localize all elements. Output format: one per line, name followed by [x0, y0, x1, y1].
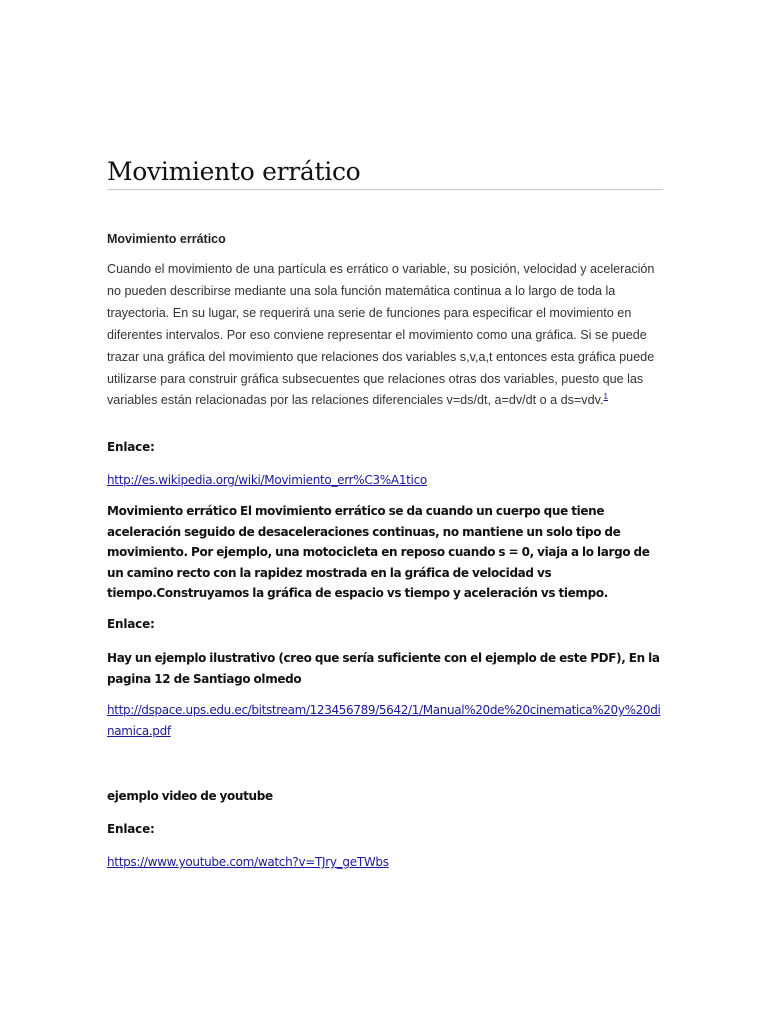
- intro-text: Cuando el movimiento de una partícula es errático o variable, su posición, velocidad y aceleración no pueden describirse mediante una sola función matemática continua a lo largo de toda la trayectoria. En su lugar, se requerirá una serie de funciones para especificar el movimiento en diferentes intervalos. Por eso conviene representar el movimiento como una gráfica. Si se puede trazar una gráfica del movimiento que relaciones dos variables s,v,a,t entonces esta gráfica puede utilizarse para construir gráfica subsecuentes que relaciones otras dos variables, puesto que las variables están relacionadas por las relaciones diferenciales v=ds/dt, a=dv/dt o a ds=vdv.: [107, 262, 655, 408]
- link-row: [107, 852, 663, 873]
- enlace-label: Enlace:: [107, 822, 155, 836]
- page-title: Movimiento errático: [107, 155, 663, 190]
- intro-paragraph: [107, 259, 663, 412]
- footnote-link[interactable]: 1: [603, 392, 608, 402]
- body-paragraph: Movimiento errático El movimiento errático se da cuando un cuerpo que tiene aceleración seguido de desaceleraciones continuas, no mantiene un solo tipo de movimiento. Por ejemplo, una motocicleta en reposo cuando s = 0, viaja a lo largo de un camino recto con la rapidez mostrada en la gráfica de velocidad vs tiempo.Construyamos la gráfica de espacio vs tiempo y aceleración vs tiempo.: [107, 504, 650, 600]
- enlace-label: Enlace:: [107, 440, 155, 454]
- link-row: [107, 700, 663, 741]
- wikipedia-link[interactable]: http://es.wikipedia.org/wiki/Movimiento_err%C3%A1tico: [107, 473, 427, 487]
- link-row: [107, 470, 663, 491]
- video-label: ejemplo video de youtube: [107, 789, 273, 803]
- footnote-marker: [603, 392, 607, 401]
- youtube-link[interactable]: https://www.youtube.com/watch?v=TJry_geTWbs: [107, 855, 389, 869]
- section-heading: Movimiento errático: [107, 232, 226, 246]
- enlace-label: Enlace:: [107, 617, 155, 631]
- body-paragraph: Hay un ejemplo ilustrativo (creo que sería suficiente con el ejemplo de este PDF), En la pagina 12 de Santiago olmedo: [107, 651, 660, 686]
- pdf-link[interactable]: http://dspace.ups.edu.ec/bitstream/123456789/5642/1/Manual%20de%20cinematica%20y%20dinamica.pdf: [107, 703, 661, 738]
